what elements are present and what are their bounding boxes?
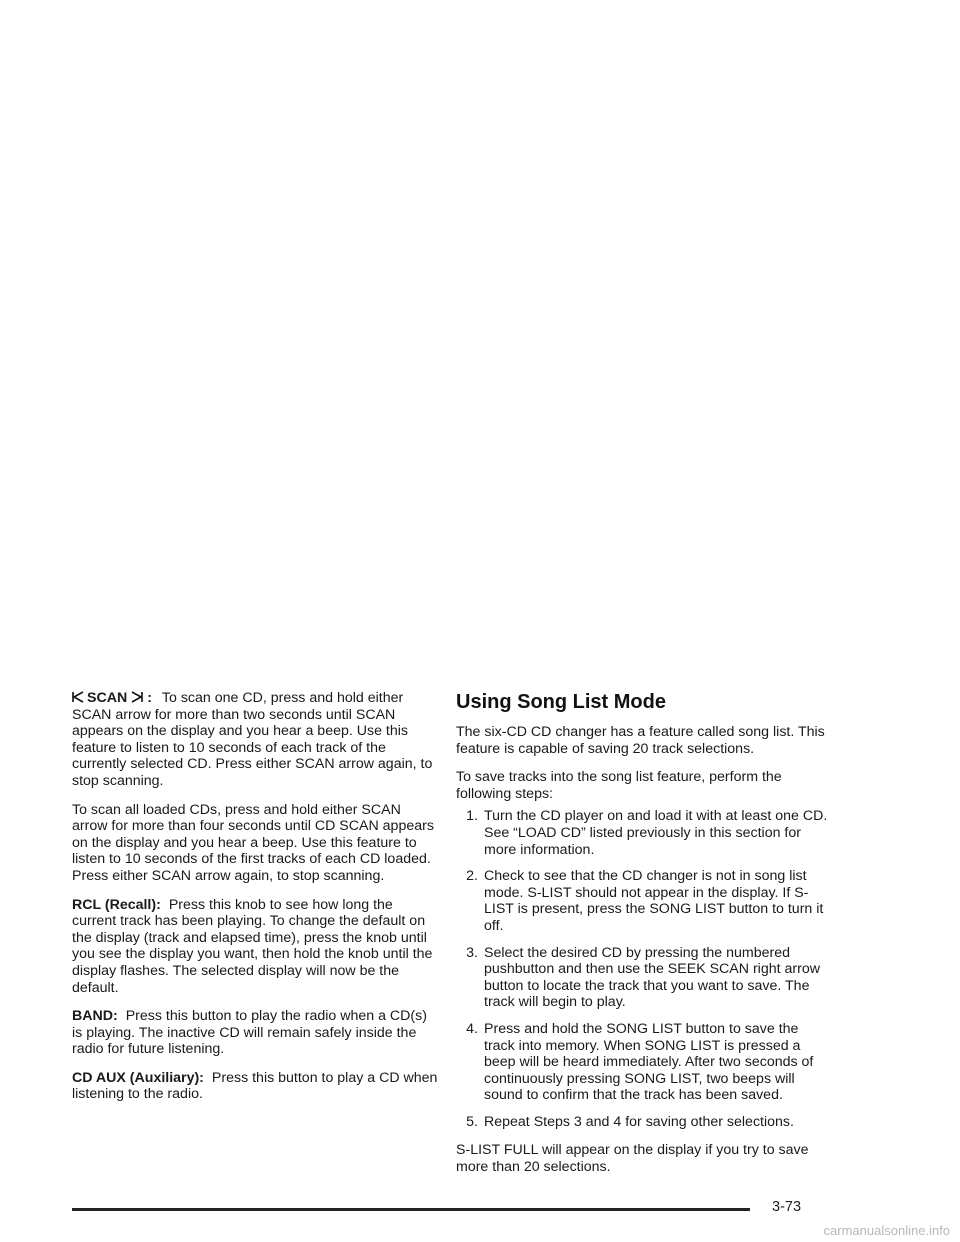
scan-all-paragraph: To scan all loaded CDs, press and hold either SCAN arrow for more than four seconds until CD SCAN appears on the display and you hear a beep. Use this feature to listen to 10 seconds of the first tracks of each CD loaded. Press either SCAN arrow again, to stop scanning. (72, 801, 434, 884)
list-item (456, 945, 828, 1011)
scan-term (72, 690, 156, 706)
step-text: Turn the CD player on and load it with at least one CD. See “LOAD CD” listed previously in this section for more information. (484, 808, 828, 858)
step-number: 5. (466, 1113, 478, 1130)
step-text: Select the desired CD by pressing the numbered pushbutton and then use the SEEK SCAN right arrow button to locate the track that you want to save. The track will begin to play. (484, 944, 820, 1011)
list-item (456, 868, 828, 934)
band-paragraph (72, 1008, 438, 1058)
instructions-paragraph: To save tracks into the song list feature, perform the following steps: (456, 769, 782, 802)
band-text: Press this button to play the radio when a CD(s) is playing. The inactive CD will remain safely inside the radio for future listening. (72, 1008, 427, 1058)
cd-aux-paragraph (72, 1070, 438, 1103)
left-column (72, 690, 438, 1115)
scan-back-arrow-icon (72, 691, 84, 703)
footer-rule (72, 1208, 750, 1211)
intro-paragraph: The six-CD CD changer has a feature called song list. This feature is capable of saving 20 track selections. (456, 724, 825, 757)
scan-term-label: SCAN (87, 690, 128, 706)
cd-aux-text: Press this button to play a CD when listening to the radio. (72, 1069, 438, 1103)
step-number: 2. (466, 868, 478, 885)
page-number: 3-73 (772, 1199, 802, 1215)
band-term: BAND: (72, 1008, 118, 1025)
rcl-term: RCL (Recall): (72, 896, 161, 913)
list-item (456, 1021, 828, 1104)
step-text: Check to see that the CD changer is not in song list mode. S-LIST should not appear in the display. If S-LIST is present, press the SONG LIST button to turn it off. (484, 868, 824, 934)
steps-list (456, 808, 828, 1130)
scan-paragraph (72, 690, 438, 790)
scan-forward-arrow-icon (131, 691, 143, 703)
rcl-paragraph (72, 897, 438, 997)
step-number: 1. (466, 808, 478, 825)
watermark: carmanualsonline.info (823, 1223, 950, 1238)
right-column (456, 690, 828, 1188)
closing-paragraph: S-LIST FULL will appear on the display if you try to save more than 20 selections. (456, 1142, 809, 1176)
section-heading: Using Song List Mode (456, 691, 666, 713)
step-text: Repeat Steps 3 and 4 for saving other selections. (484, 1113, 794, 1130)
list-item (456, 1114, 828, 1131)
scan-term-colon: : (147, 690, 152, 706)
rcl-text: Press this knob to see how long the current track has been playing. To change the default on the display (track and elapsed time), press the knob until you see the display you want, then hold the knob until the display flashes. The selected display will now be the default. (72, 896, 433, 996)
cd-aux-term: CD AUX (Auxiliary): (72, 1069, 204, 1086)
scan-text: To scan one CD, press and hold either SCAN arrow for more than two seconds until SCAN appears on the display and you hear a beep. Use this feature to listen to 10 seconds of each track of the currently selected CD. Press either SCAN arrow again, to stop scanning. (72, 690, 433, 789)
step-text: Press and hold the SONG LIST button to save the track into memory. When SONG LIST is pressed a beep will be heard immediately. After two seconds of continuously pressing SONG LIST, two beeps will sound to confirm that the track has been saved. (484, 1020, 814, 1104)
list-item (456, 808, 828, 858)
step-number: 4. (466, 1020, 478, 1037)
step-number: 3. (466, 944, 478, 961)
